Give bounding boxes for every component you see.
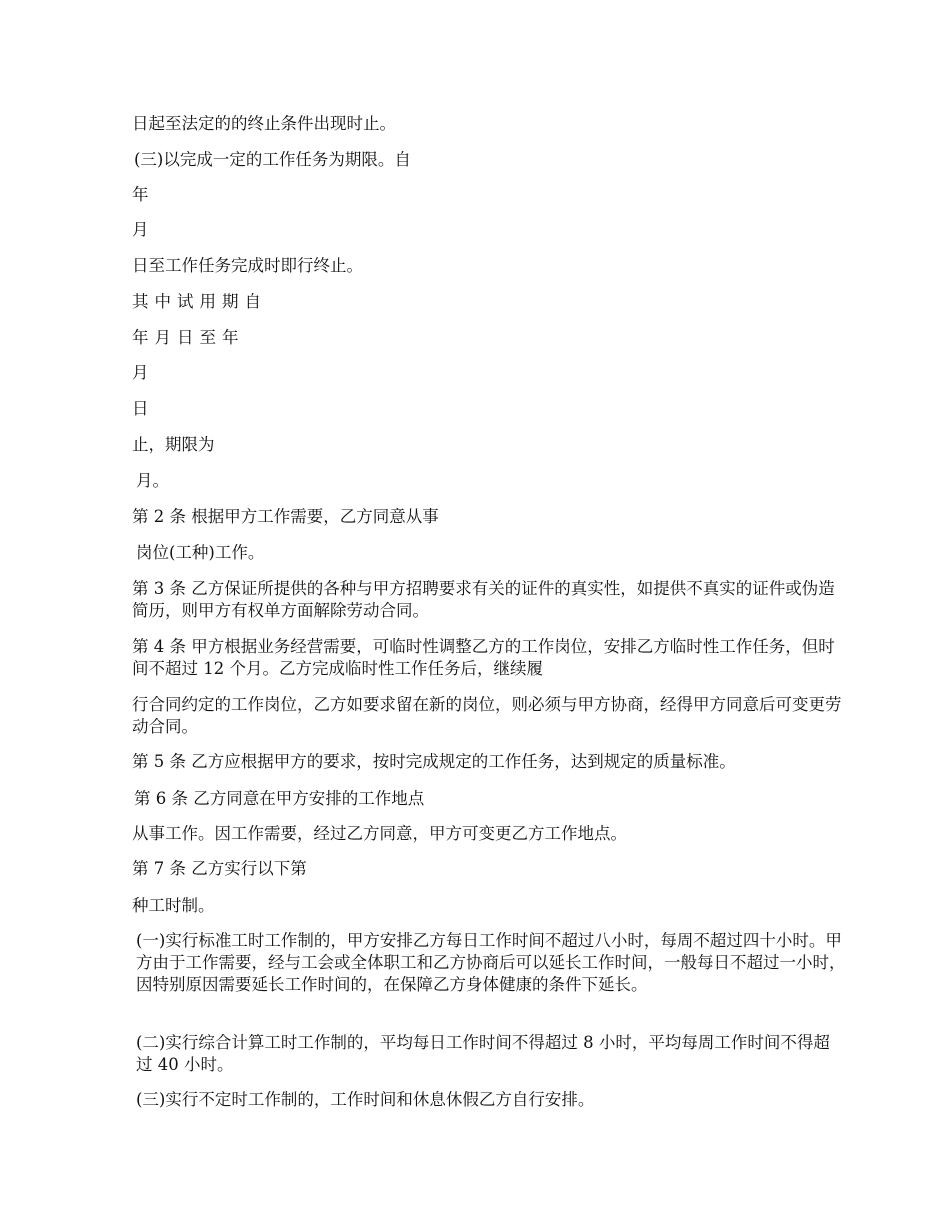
- paragraph-19: 从事工作。因工作需要，经过乙方同意，甲方可变更乙方工作地点。: [132, 824, 627, 843]
- paragraph-14: 第 3 条 乙方保证所提供的各种与甲方招聘要求有关的证件的真实性，如提供不真实的证件或伪造简历，则甲方有权单方面解除劳动合同。: [132, 579, 835, 620]
- paragraph-10: 止，期限为: [132, 435, 215, 454]
- paragraph-17: 第 5 条 乙方应根据甲方的要求，按时完成规定的工作任务，达到规定的质量标准。: [132, 752, 736, 771]
- paragraph-7: 年月日至年: [132, 328, 245, 347]
- paragraph-5: 日至工作任务完成时即行终止。: [132, 256, 363, 275]
- paragraph-21: 种工时制。: [132, 896, 215, 915]
- paragraph-15: 第 4 条 甲方根据业务经营需要，可临时性调整乙方的工作岗位，安排乙方临时性工作任务，但时间不超过 12 个月。乙方完成临时性工作任务后，继续履: [132, 637, 835, 678]
- paragraph-13: 岗位(工种)工作。: [136, 543, 265, 562]
- paragraph-8: 月: [132, 363, 149, 382]
- paragraph-22: (一)实行标准工时工作制的，甲方安排乙方每日工作时间不超过八小时，每周不超过四十小时。甲方由于工作需要，经与工会或全体职工和乙方协商后可以延长工作时间，一般每日不超过一小时，因特别原因需要延长工作时间的，在保障乙方身体健康的条件下延长。: [136, 931, 846, 994]
- paragraph-23: (二)实行综合计算工时工作制的，平均每日工作时间不得超过 8 小时，平均每周工作时间不得超过 40 小时。: [136, 1033, 830, 1074]
- paragraph-1: 日起至法定的的终止条件出现时止。: [132, 114, 396, 133]
- paragraph-24: (三)实行不定时工作制的，工作时间和休息休假乙方自行安排。: [136, 1090, 595, 1109]
- paragraph-12: 第 2 条 根据甲方工作需要，乙方同意从事: [132, 507, 439, 526]
- paragraph-20: 第 7 条 乙方实行以下第: [132, 859, 307, 878]
- paragraph-6: 其中试用期自: [132, 292, 267, 311]
- paragraph-16: 行合同约定的工作岗位，乙方如要求留在新的岗位，则必须与甲方协商，经得甲方同意后可变更劳动合同。: [132, 695, 842, 736]
- paragraph-4: 月: [132, 220, 149, 239]
- paragraph-3: 年: [132, 185, 149, 204]
- paragraph-11: 月。: [136, 471, 169, 490]
- paragraph-18: 第 6 条 乙方同意在甲方安排的工作地点: [134, 789, 425, 808]
- paragraph-9: 日: [132, 399, 149, 418]
- paragraph-2: (三)以完成一定的工作任务为期限。自: [134, 150, 411, 169]
